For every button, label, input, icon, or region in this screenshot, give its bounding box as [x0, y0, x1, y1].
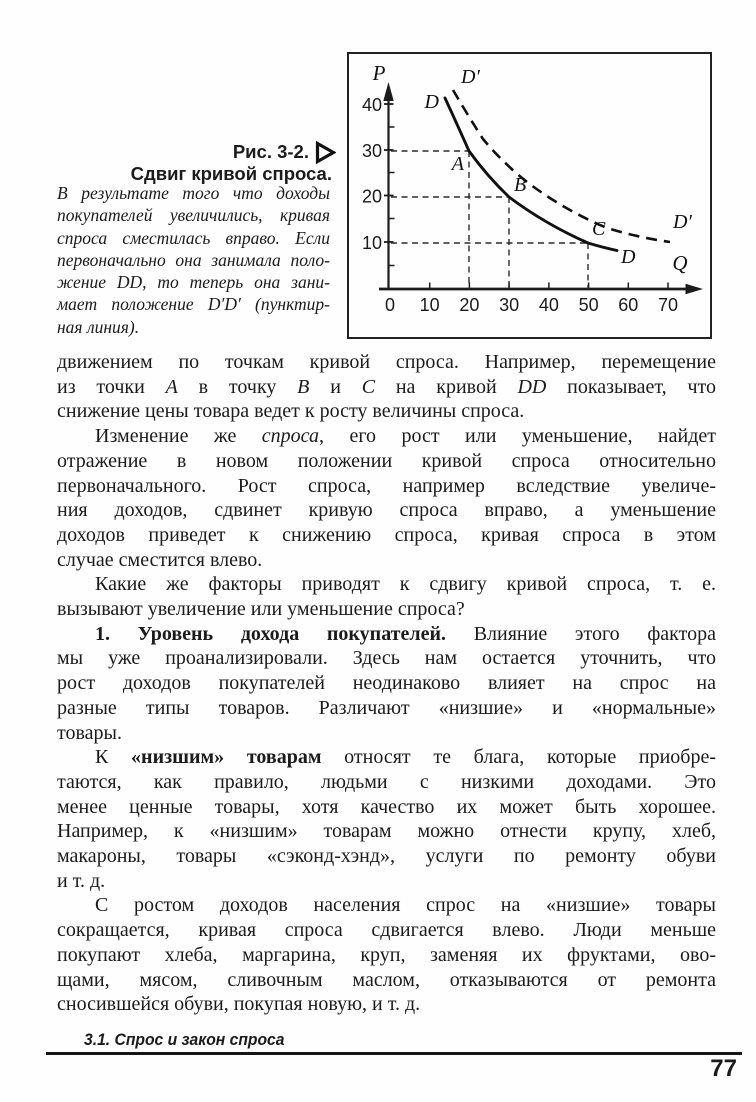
x-axis-label: Q [672, 251, 688, 275]
x-tick-70: 70 [657, 295, 679, 315]
text-line [57, 316, 330, 338]
text-segment: вызывают увеличение или уменьшение спроса? [57, 598, 465, 621]
text-line [57, 770, 716, 795]
chart-canvas [349, 54, 710, 337]
text-segment: C [361, 375, 376, 398]
text-line [57, 523, 716, 548]
demand-curve-d-prime [453, 90, 670, 242]
text-line [57, 721, 716, 746]
text-segment: показывает, что [546, 375, 716, 398]
text-segment: 1. Уровень дохода покупателей. [95, 622, 446, 645]
curve-label-dp-right: D′ [673, 211, 692, 233]
text-segment: сокращается, кривая спроса сдвигается влево. Люди меньше [57, 919, 716, 942]
text-segment: ная линия). [57, 316, 140, 337]
x-axis-arrow-icon [686, 284, 704, 294]
text-segment: разные типы товаров. Различают «низшие» и «нормальные» [57, 696, 716, 719]
text-line [57, 918, 716, 943]
text-segment: , его рост или уменьшение, найдет [319, 425, 716, 448]
x-tick-10: 10 [419, 295, 440, 315]
text-line [57, 819, 716, 844]
text-segment: доходов приведет к снижению спроса, кривая спроса в этом [57, 523, 716, 546]
text-line [57, 893, 716, 918]
text-segment: товары. [57, 721, 122, 744]
text-line [57, 375, 716, 400]
text-segment: рост доходов покупателей неодинаково влияет на спрос на [57, 672, 716, 695]
y-tick-20: 20 [361, 186, 382, 207]
x-axis-ticks [430, 283, 668, 289]
text-line [57, 204, 330, 226]
text-segment: Изменение же [95, 425, 262, 448]
text-line [57, 597, 716, 622]
text-segment: мы уже проанализировали. Здесь нам остается уточнить, что [57, 647, 716, 670]
figure-description [57, 182, 330, 338]
x-tick-40: 40 [538, 295, 559, 315]
curve-label-d-bottom: D [621, 246, 636, 268]
text-line [57, 646, 716, 671]
x-tick-0: 0 [384, 295, 396, 315]
text-segment: спроса сместилась вправо. Если [57, 227, 330, 248]
text-segment: и [309, 375, 362, 398]
text-segment: «низшим» товарам [131, 746, 322, 769]
text-segment: Например, к «низшим» товарам можно отнести крупу, хлеб, [57, 820, 716, 843]
text-line [57, 548, 716, 573]
text-segment: таются, как правило, людьми с низкими доходами. Это [57, 770, 716, 793]
text-line [57, 696, 716, 721]
text-segment: спроса [261, 425, 320, 448]
footer-section-label: 3.1. Спрос и закон спроса [84, 1031, 285, 1049]
text-segment: менее ценные товары, хотя качество их может быть хорошее. [57, 795, 716, 818]
text-segment: мает положение D′D′ (пунктир- [57, 294, 330, 315]
text-line [57, 271, 330, 293]
text-segment: DD [517, 375, 547, 398]
curve-label-dp-top: D′ [461, 66, 480, 88]
text-line [57, 182, 330, 204]
text-segment: покупателей увеличились, кривая [57, 205, 330, 226]
demand-curve-chart [347, 52, 712, 339]
triangle-right-icon [315, 141, 336, 164]
footer-rule [46, 1052, 742, 1055]
x-tick-60: 60 [618, 295, 639, 315]
text-line [57, 424, 716, 449]
y-tick-30: 30 [361, 141, 382, 161]
text-segment: Какие же факторы приводят к сдвигу кривой спроса, т. е. [95, 573, 716, 596]
text-segment: первоначального. Рост спроса, например вследствие увеличе- [57, 474, 716, 497]
text-segment: К [95, 746, 132, 769]
text-segment: жение DD, то теперь она зани- [57, 272, 330, 293]
text-line [57, 992, 716, 1017]
text-segment: B [297, 375, 310, 398]
text-segment: случае сместится влево. [57, 548, 263, 571]
text-segment: сносившейся обуви, покупая новую, и т. д. [57, 993, 421, 1016]
text-segment: движением по точкам кривой спроса. Например, перемещение [57, 351, 716, 373]
text-segment: Влияние этого фактора [446, 622, 716, 645]
point-label-c: C [592, 218, 606, 240]
y-tick-10: 10 [361, 233, 382, 253]
text-segment: A [165, 375, 178, 398]
text-line [57, 572, 716, 597]
y-axis-label: P [372, 61, 386, 85]
page-number: 77 [710, 1055, 737, 1082]
text-segment: из точки [57, 375, 166, 398]
text-segment: снижение цены товара ведет к росту величины спроса. [57, 400, 525, 423]
text-segment: и т. д. [57, 869, 106, 892]
text-line [57, 869, 716, 894]
figure-heading [57, 141, 336, 185]
body-text [57, 350, 716, 1017]
text-line [57, 498, 716, 523]
text-line [57, 474, 716, 499]
figure-title: Сдвиг кривой спроса. [130, 163, 332, 184]
text-line [57, 844, 716, 869]
text-line [57, 943, 716, 968]
text-segment: относят те блага, которые приобре- [321, 746, 717, 769]
text-segment: отражение в новом положении кривой спроса относительно [57, 449, 716, 472]
x-tick-30: 30 [499, 295, 520, 315]
figure-label-row [57, 141, 336, 164]
text-line [57, 795, 716, 820]
text-line [57, 968, 716, 993]
text-segment: первоначально она занимала поло- [57, 249, 330, 270]
point-label-a: A [451, 153, 464, 175]
text-line [57, 249, 330, 271]
curve-label-d-top: D [424, 91, 439, 113]
x-tick-20: 20 [459, 295, 480, 315]
text-line [57, 622, 716, 647]
text-segment: на кривой [375, 375, 518, 398]
point-label-b: B [514, 174, 527, 196]
text-segment: в точку [177, 375, 298, 398]
text-line [57, 745, 716, 770]
text-line [57, 293, 330, 315]
text-line [57, 671, 716, 696]
y-tick-40: 40 [361, 95, 382, 115]
text-segment: ния доходов, сдвинет кривую спроса вправо, а уменьшение [57, 499, 716, 522]
text-segment: С ростом доходов населения спрос на «низшие» товары [95, 894, 716, 917]
figure-label: Рис. 3-2. [232, 141, 309, 163]
text-line [57, 350, 716, 375]
text-line [57, 227, 330, 249]
guide-lines [391, 151, 588, 289]
text-segment: щами, мясом, сливочным маслом, отказываются от ремонта [57, 968, 716, 991]
text-segment: В результате того что доходы [57, 183, 330, 203]
text-segment: покупают хлеба, маргарина, круп, заменяя их фруктами, ово- [57, 943, 716, 966]
text-line [57, 399, 716, 424]
text-segment: макароны, товары «сэконд-хэнд», услуги по ремонту обуви [57, 845, 716, 868]
x-tick-50: 50 [578, 295, 599, 315]
text-line [57, 449, 716, 474]
